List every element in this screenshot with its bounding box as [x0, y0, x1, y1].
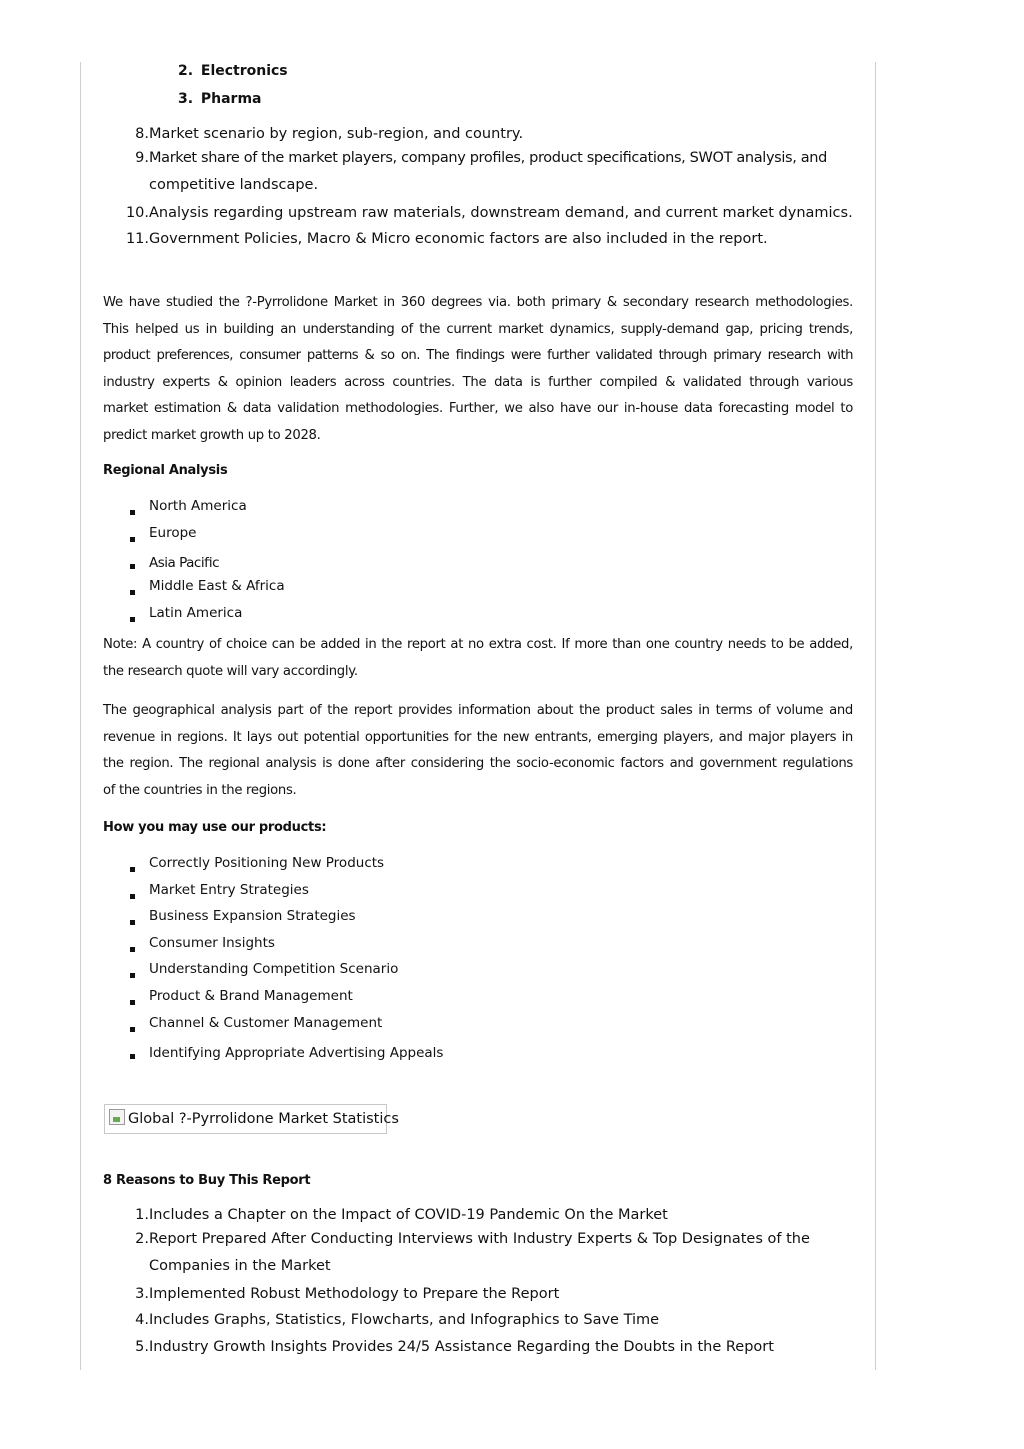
usage-heading: How you may use our products: — [103, 820, 327, 835]
sub-list-item — [178, 63, 288, 79]
paragraph-line: of the countries in the regions. — [103, 782, 297, 798]
usage-label: Market Entry Strategies — [149, 882, 309, 898]
region-label: Europe — [149, 525, 197, 541]
reasons-heading: 8 Reasons to Buy This Report — [103, 1173, 311, 1188]
usage-label: Business Expansion Strategies — [149, 908, 356, 924]
bullet-icon — [130, 920, 135, 925]
list-item — [103, 1286, 863, 1302]
region-label: North America — [149, 498, 247, 514]
sub-list-text: Pharma — [200, 91, 262, 107]
list-number: 3. — [135, 1286, 149, 1302]
list-number: 5. — [135, 1339, 149, 1355]
sub-list-number: 2. — [178, 63, 194, 79]
list-text-continuation: competitive landscape. — [149, 177, 319, 193]
image-alt-text: Global ?-Pyrrolidone Market Statistics — [128, 1111, 399, 1127]
paragraph-line: We have studied the ?-Pyrrolidone Market in 360 degrees via. both primary & secondary research methodologies. — [103, 295, 853, 310]
list-number: 2. — [135, 1231, 149, 1247]
list-item — [103, 1339, 863, 1355]
list-item — [103, 205, 863, 221]
bullet-icon — [130, 510, 135, 515]
sub-list-item — [178, 91, 262, 107]
list-text-continuation: Companies in the Market — [149, 1258, 331, 1274]
usage-label: Understanding Competition Scenario — [149, 961, 399, 977]
list-item — [103, 1207, 863, 1223]
region-label: Asia Paciﬁc — [149, 555, 219, 571]
list-item — [103, 126, 863, 142]
market-statistics-image[interactable] — [104, 1104, 399, 1134]
list-item — [103, 231, 863, 247]
list-text: Market scenario by region, sub-region, and country. — [149, 126, 524, 142]
bullet-icon — [130, 537, 135, 542]
paragraph-line: This helped us in building an understanding of the current market dynamics, supply-demand gap, pricing trends, — [103, 321, 853, 337]
bullet-icon — [130, 973, 135, 978]
left-margin-rule — [80, 62, 81, 1370]
bullet-icon — [130, 1027, 135, 1032]
region-label: Middle East & Africa — [149, 578, 285, 594]
paragraph-line: product preferences, consumer patterns & so on. The ﬁndings were further validated through primary research with — [103, 348, 853, 364]
list-text: Includes Graphs, Statistics, Flowcharts, and Infographics to Save Time — [149, 1312, 660, 1328]
bullet-icon — [130, 590, 135, 595]
list-text: Industry Growth Insights Provides 24/5 Assistance Regarding the Doubts in the Report — [149, 1339, 774, 1355]
list-text: Report Prepared After Conducting Interviews with Industry Experts & Top Designates of the — [149, 1231, 810, 1247]
usage-label: Consumer Insights — [149, 935, 275, 951]
paragraph-line: the research quote will vary accordingly. — [103, 663, 358, 679]
paragraph-line: revenue in regions. It lays out potential opportunities for the new entrants, emerging players, and major players in — [103, 729, 853, 745]
bullet-icon — [130, 867, 135, 872]
bullet-icon — [130, 564, 135, 569]
list-text: Government Policies, Macro & Micro economic factors are also included in the report. — [149, 231, 768, 247]
regional-analysis-heading: Regional Analysis — [103, 463, 228, 478]
sub-list-number: 3. — [178, 91, 194, 107]
usage-label: Product & Brand Management — [149, 988, 353, 1004]
bullet-icon — [130, 1054, 135, 1059]
list-number: 4. — [135, 1312, 149, 1328]
paragraph-line: predict market growth up to 2028. — [103, 427, 321, 443]
list-item — [103, 1312, 863, 1328]
list-number: 8. — [135, 126, 149, 142]
paragraph-line: industry experts & opinion leaders across countries. The data is further compiled & validated through various — [103, 374, 853, 390]
list-text: Includes a Chapter on the Impact of COVID-19 Pandemic On the Market — [149, 1207, 668, 1223]
paragraph-line: Note: A country of choice can be added in the report at no extra cost. If more than one country needs to be added, — [103, 637, 853, 652]
list-number: 10. — [125, 205, 149, 221]
bullet-icon — [130, 617, 135, 622]
list-number: 1. — [135, 1207, 149, 1223]
list-text: Implemented Robust Methodology to Prepare the Report — [149, 1286, 560, 1302]
list-item — [103, 150, 863, 166]
sub-list-text: Electronics — [200, 63, 288, 79]
list-number: 9. — [135, 150, 149, 166]
usage-label: Identifying Appropriate Advertising Appeals — [149, 1045, 444, 1061]
geographical-paragraph — [103, 698, 853, 804]
paragraph-line: market estimation & data validation methodologies. Further, we also have our in-house data forecasting model to — [103, 401, 853, 417]
usage-label: Correctly Positioning New Products — [149, 855, 385, 871]
note-paragraph — [103, 632, 853, 685]
list-number: 11. — [125, 231, 149, 247]
paragraph-line: the region. The regional analysis is done after considering the socio-economic factors and government regulations — [103, 756, 853, 772]
usage-label: Channel & Customer Management — [149, 1015, 383, 1031]
bullet-icon — [130, 947, 135, 952]
list-item — [103, 1231, 863, 1247]
broken-image-icon — [109, 1109, 125, 1125]
methodology-paragraph — [103, 290, 853, 450]
bullet-icon — [130, 1000, 135, 1005]
region-label: Latin America — [149, 605, 243, 621]
list-text: Market share of the market players, company proﬁles, product speciﬁcations, SWOT analysis, and — [149, 150, 828, 166]
list-text: Analysis regarding upstream raw materials, downstream demand, and current market dynamics. — [149, 205, 853, 221]
paragraph-line: The geographical analysis part of the report provides information about the product sales in terms of volume and — [103, 703, 853, 718]
right-margin-rule — [875, 62, 876, 1370]
bullet-icon — [130, 894, 135, 899]
